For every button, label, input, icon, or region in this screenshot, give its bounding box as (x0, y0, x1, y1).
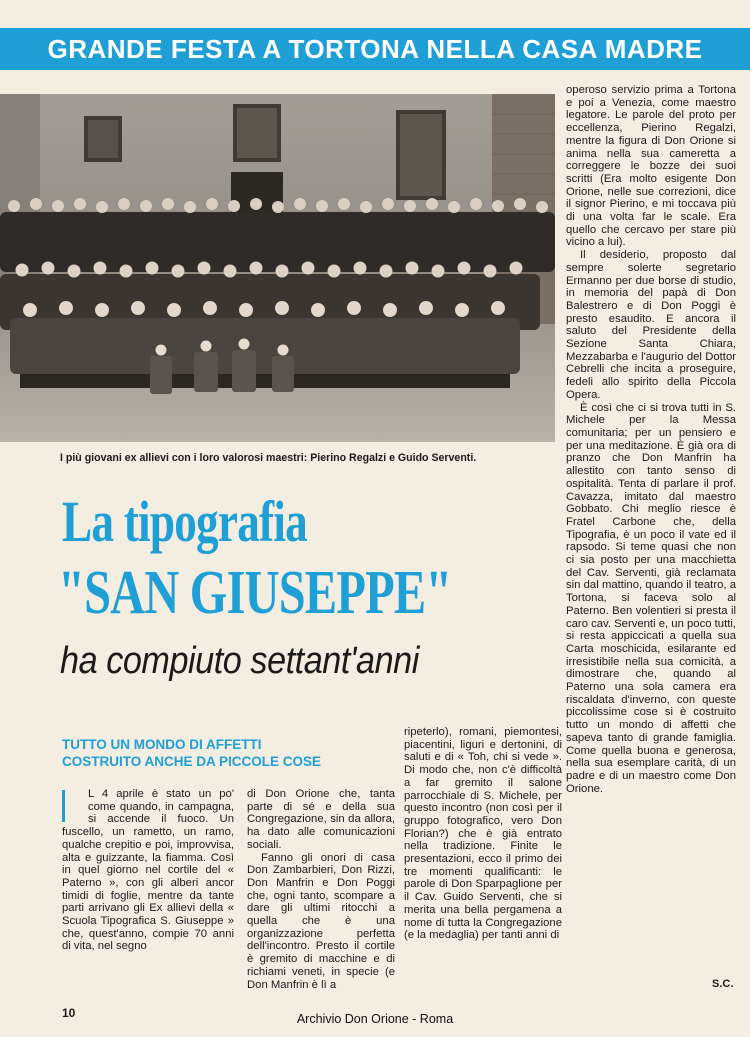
headline-subtitle: ha compiuto settant'anni (60, 640, 419, 682)
author-signature: S.C. (712, 978, 734, 990)
photo-caption: I più giovani ex allievi con i loro valorosi maestri: Pierino Regalzi e Guido Serventi. (60, 452, 477, 464)
group-photo-image (0, 94, 555, 442)
column-1-paragraph: L 4 aprile è stato un po' come quando, in campagna, si accende il fuoco. Un fuscello, un rametto, un ramo, qualche crepitio e poi, improvvisa, alta e guizzante, la fiamma. Così in quel giorno nel cortile del « Paterno », con gli alberi ancor timidi di foglie, mentre da tante parti arrivano gli Ex allievi della « Scuola Tipografica S. Giuseppe » che, quest'anno, compie 70 anni di vita, nel segno (62, 788, 234, 953)
article-column-1 (62, 788, 234, 998)
column-2-paragraph-1: di Don Orione che, tanta parte di sé e della sua Congregazione, sin da allora, ha dato alle comunicazioni sociali. (247, 788, 395, 851)
headline-line-1: La tipografia (62, 489, 307, 554)
column-4-paragraph-1: operoso servizio prima a Tortona e poi a Venezia, come maestro legatore. Le parole del proto per eccellenza, Pierino Regalzi, mentre la figura di Don Orione si anima nella sua cameretta a correggere le bozze dei suoi scritti (Era molto esigente Don Orione, nelle sue correzioni, dice il signor Pierino, e mi toccava più di una volta far le scale. Era quello che cercavo per stare più vicino a lui). (566, 84, 736, 249)
article-column-2 (247, 788, 395, 998)
article-column-4 (566, 84, 736, 974)
article-subhead (62, 736, 392, 770)
column-4-paragraph-3: È così che ci si trova tutti in S. Michele per la Messa comunitaria; per un pensiero e per una meditazione. È già ora di pranzo che Don Manfrin ha allestito con tanto senso di ospitalità. Tenta di parlare il prof. Cavazza, imitato dal maestro Gobbato. Chi meglio riesce è Fratel Carbone che, della Tipografia, è un poco il vate ed il rapsodo. Si teme quasi che non ci sia posto per una macchietta del Cav. Serventi, già reclamata sin dal mattino, quando il teatro, a Tortona, si faceva solo al Paterno. Ben volentieri si presta il caro cav. Serventi e, un poco tutti, si resta appiccicati a quella sua Carta moschicida, esilarante ed irresistibile nella sua comicità, a dimostrare che, quando al Paterno una sola camera era riscaldata d'inverno, con queste piccolissime cose si è costruito tutto un mondo di affetti che sapeva tanto di grande famiglia. Come quella buona e generosa, nella sua esemplare carità, di un padre e di un maestro come Don Orione. (566, 401, 736, 795)
section-banner: GRANDE FESTA A TORTONA NELLA CASA MADRE (0, 28, 750, 70)
article-column-3 (404, 726, 562, 998)
subhead-line-2: COSTRUITO ANCHE DA PICCOLE COSE (62, 754, 322, 769)
group-photo (0, 94, 555, 442)
subhead-line-1: TUTTO UN MONDO DI AFFETTI (62, 737, 262, 752)
column-2-paragraph-2: Fanno gli onori di casa Don Zambarbieri, Don Rizzi, Don Manfrin e Don Poggi che, ogni tanto, scompare a dare gli ultimi ritocchi a quella che è una organizzazione perfetta dell'incontro. Presto il cortile è gremito di macchine e di richiami veneti, in specie (e Don Manfrin è lì a (247, 851, 395, 991)
headline-line-2: "SAN GIUSEPPE" (58, 559, 452, 627)
dropcap-rule (62, 790, 82, 822)
column-4-paragraph-2: Il desiderio, proposto dal sempre solerte segretario Ermanno per due borse di studio, in memoria del papà di Don Balestrero e di Don Poggi è presto esaudito. E ancora il saluto del Presidente della Sezione Santa Chiara, Mezzabarba e l'augurio del Dottor Cebrelli che incita a proseguire, fedeli allo spirito della Piccola Opera. (566, 249, 736, 401)
column-3-paragraph: ripeterlo), romani, piemontesi, piacentini, liguri e dertonini, di saluti e di « Toh, chi si vede ». Di modo che, non c'è difficoltà a far gremito il salone parrocchiale di S. Michele, per questo incontro (non così per il gruppo fotografico, vero Don Florian?) che è già entrato nella tradizione. Finite le presentazioni, ecco il primo dei tre momenti qualificanti: le parole di Don Sparpaglione per il Cav. Guido Serventi, che si merita una bella pergamena a nome di tutta la Congregazione (e la medaglia) per tanti anni di (404, 726, 562, 942)
archive-footer: Archivio Don Orione - Roma (296, 1012, 454, 1026)
page-number: 10 (62, 1006, 76, 1020)
